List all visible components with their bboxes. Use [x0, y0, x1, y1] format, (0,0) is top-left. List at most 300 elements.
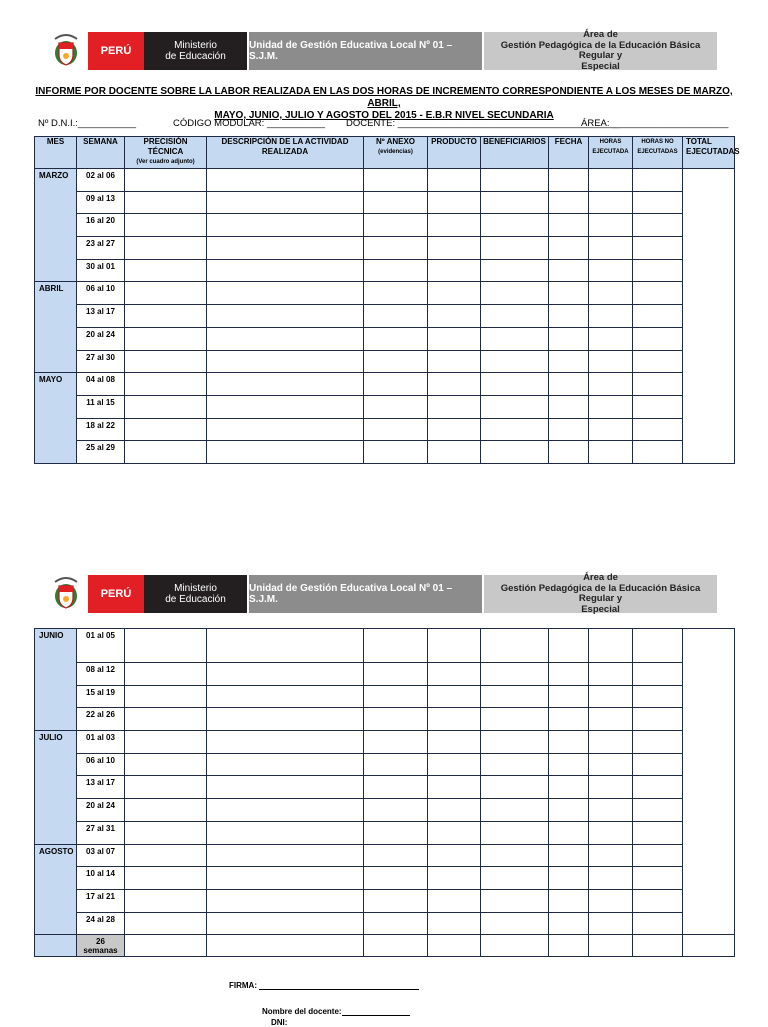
- month-cell: JUNIO: [35, 629, 77, 731]
- entry-cell[interactable]: [364, 305, 428, 328]
- entry-cell[interactable]: [207, 441, 364, 464]
- entry-cell[interactable]: [481, 373, 549, 396]
- entry-cell[interactable]: [589, 350, 633, 373]
- entry-cell[interactable]: [481, 776, 549, 799]
- week-cell: 04 al 08: [77, 373, 125, 396]
- entry-cell[interactable]: [428, 867, 481, 890]
- entry-cell[interactable]: [364, 282, 428, 305]
- entry-cell[interactable]: [481, 889, 549, 912]
- entry-cell[interactable]: [207, 708, 364, 731]
- entry-cell[interactable]: [428, 685, 481, 708]
- entry-cell[interactable]: [589, 708, 633, 731]
- entry-cell[interactable]: [364, 799, 428, 822]
- entry-cell[interactable]: [207, 305, 364, 328]
- col-anexo-note: (evidencias): [378, 149, 413, 155]
- entry-cell[interactable]: [428, 418, 481, 441]
- entry-cell[interactable]: [633, 350, 683, 373]
- entry-cell[interactable]: [207, 259, 364, 282]
- entry-cell[interactable]: [207, 191, 364, 214]
- entry-cell[interactable]: [633, 305, 683, 328]
- entry-cell[interactable]: [481, 282, 549, 305]
- entry-cell[interactable]: [549, 663, 589, 686]
- entry-cell[interactable]: [207, 867, 364, 890]
- entry-cell[interactable]: [481, 685, 549, 708]
- month-cell: AGOSTO: [35, 844, 77, 935]
- entry-cell[interactable]: [364, 935, 428, 957]
- entry-cell[interactable]: [428, 441, 481, 464]
- entry-cell[interactable]: [364, 867, 428, 890]
- entry-cell[interactable]: [125, 935, 207, 957]
- entry-cell[interactable]: [364, 889, 428, 912]
- entry-cell[interactable]: [549, 776, 589, 799]
- col-horas-no-ejecutadas: HORAS NO EJECUTADAS: [633, 137, 683, 169]
- entry-cell[interactable]: [589, 237, 633, 260]
- entry-cell[interactable]: [207, 663, 364, 686]
- week-cell: 08 al 12: [77, 663, 125, 686]
- entry-cell[interactable]: [589, 912, 633, 935]
- entry-cell[interactable]: [428, 237, 481, 260]
- month-cell-empty: [35, 935, 77, 957]
- entry-cell[interactable]: [364, 169, 428, 192]
- entry-cell[interactable]: [364, 327, 428, 350]
- entry-cell[interactable]: [125, 629, 207, 663]
- entry-cell[interactable]: [633, 237, 683, 260]
- col-anexo-label: Nº ANEXO: [375, 137, 416, 146]
- entry-cell[interactable]: [633, 912, 683, 935]
- week-cell: 20 al 24: [77, 799, 125, 822]
- week-cell: 03 al 07: [77, 844, 125, 867]
- col-precision-label: PRECISIÓN TÉCNICA: [143, 137, 188, 156]
- entry-cell[interactable]: [364, 373, 428, 396]
- entry-cell[interactable]: [364, 663, 428, 686]
- col-semana: SEMANA: [77, 137, 125, 169]
- entry-cell[interactable]: [549, 889, 589, 912]
- entry-cell[interactable]: [364, 350, 428, 373]
- entry-cell[interactable]: [589, 169, 633, 192]
- total-cell[interactable]: [683, 629, 735, 935]
- entry-cell[interactable]: [481, 799, 549, 822]
- entry-cell[interactable]: [125, 191, 207, 214]
- entry-cell[interactable]: [428, 708, 481, 731]
- entry-cell[interactable]: [125, 373, 207, 396]
- col-mes: MES: [35, 137, 77, 169]
- entry-cell[interactable]: [549, 259, 589, 282]
- entry-cell[interactable]: [549, 753, 589, 776]
- table-row: [35, 237, 735, 260]
- entry-cell[interactable]: [549, 282, 589, 305]
- entry-cell[interactable]: [125, 305, 207, 328]
- entry-cell[interactable]: [549, 191, 589, 214]
- entry-cell[interactable]: [633, 259, 683, 282]
- entry-cell[interactable]: [481, 327, 549, 350]
- week-cell: 06 al 10: [77, 753, 125, 776]
- entry-cell[interactable]: [207, 799, 364, 822]
- entry-cell[interactable]: [549, 912, 589, 935]
- ugel-label: Unidad de Gestión Educativa Local Nº 01 – S.J.M.: [249, 575, 482, 613]
- entry-cell[interactable]: [481, 441, 549, 464]
- firma-line: [229, 980, 419, 990]
- entry-cell[interactable]: [481, 350, 549, 373]
- entry-cell[interactable]: [549, 169, 589, 192]
- week-cell: 20 al 24: [77, 327, 125, 350]
- entry-cell[interactable]: [633, 282, 683, 305]
- entry-cell[interactable]: [364, 821, 428, 844]
- entry-cell[interactable]: [481, 663, 549, 686]
- entry-cell[interactable]: [207, 731, 364, 754]
- col-total-ejecutadas: TOTAL EJECUTADAS: [683, 137, 735, 169]
- ugel-label: Unidad de Gestión Educativa Local Nº 01 – S.J.M.: [249, 32, 482, 70]
- entry-cell[interactable]: [589, 799, 633, 822]
- entry-cell[interactable]: [589, 663, 633, 686]
- week-cell: 27 al 30: [77, 350, 125, 373]
- entry-cell[interactable]: [207, 327, 364, 350]
- ministry-line1: Ministerio: [174, 40, 217, 51]
- dni-field[interactable]: Nº D.N.I.:___________: [38, 118, 137, 129]
- entry-cell[interactable]: [633, 708, 683, 731]
- peru-label: PERÚ: [88, 575, 144, 613]
- entry-cell[interactable]: [589, 305, 633, 328]
- entry-cell[interactable]: [633, 799, 683, 822]
- table-row: [35, 776, 735, 799]
- entry-cell[interactable]: [207, 844, 364, 867]
- entry-cell[interactable]: [207, 753, 364, 776]
- entry-cell[interactable]: [481, 191, 549, 214]
- entry-cell[interactable]: [428, 214, 481, 237]
- entry-cell[interactable]: [125, 685, 207, 708]
- entry-cell[interactable]: [125, 418, 207, 441]
- entry-cell[interactable]: [633, 169, 683, 192]
- entry-cell[interactable]: [428, 305, 481, 328]
- entry-cell[interactable]: [549, 441, 589, 464]
- entry-cell[interactable]: [364, 685, 428, 708]
- entry-cell[interactable]: [428, 776, 481, 799]
- entry-cell[interactable]: [633, 327, 683, 350]
- ministry-line2: de Educación: [165, 51, 226, 62]
- entry-cell[interactable]: [428, 889, 481, 912]
- entry-cell[interactable]: [125, 708, 207, 731]
- table-row: [35, 191, 735, 214]
- table-row: [35, 889, 735, 912]
- entry-cell[interactable]: [364, 441, 428, 464]
- entry-cell[interactable]: [125, 169, 207, 192]
- entry-cell[interactable]: [481, 305, 549, 328]
- entry-cell[interactable]: [589, 441, 633, 464]
- entry-cell[interactable]: [207, 350, 364, 373]
- ministry-line2: de Educación: [165, 594, 226, 605]
- table-row: [35, 395, 735, 418]
- entry-cell[interactable]: [125, 350, 207, 373]
- entry-cell[interactable]: [364, 214, 428, 237]
- entry-cell[interactable]: [207, 889, 364, 912]
- table-row: [35, 441, 735, 464]
- entry-cell[interactable]: [125, 821, 207, 844]
- entry-cell[interactable]: [481, 867, 549, 890]
- entry-cell[interactable]: [589, 373, 633, 396]
- table-row: [35, 350, 735, 373]
- week-cell: 15 al 19: [77, 685, 125, 708]
- table-row: [35, 418, 735, 441]
- entry-cell[interactable]: [589, 753, 633, 776]
- entry-cell[interactable]: [683, 935, 735, 957]
- table-row: [35, 685, 735, 708]
- entry-cell[interactable]: [125, 237, 207, 260]
- entry-cell[interactable]: [549, 305, 589, 328]
- entry-cell[interactable]: [633, 214, 683, 237]
- table-row: [35, 169, 735, 192]
- entry-cell[interactable]: [364, 629, 428, 663]
- entry-cell[interactable]: [125, 912, 207, 935]
- table-row: [35, 821, 735, 844]
- entry-cell[interactable]: [589, 867, 633, 890]
- entry-cell[interactable]: [549, 418, 589, 441]
- entry-cell[interactable]: [428, 259, 481, 282]
- entry-cell[interactable]: [364, 731, 428, 754]
- entry-cell[interactable]: [428, 799, 481, 822]
- entry-cell[interactable]: [633, 629, 683, 663]
- entry-cell[interactable]: [481, 708, 549, 731]
- entry-cell[interactable]: [125, 663, 207, 686]
- entry-cell[interactable]: [481, 912, 549, 935]
- entry-cell[interactable]: [549, 821, 589, 844]
- entry-cell[interactable]: [428, 821, 481, 844]
- week-cell: 09 al 13: [77, 191, 125, 214]
- entry-cell[interactable]: [364, 912, 428, 935]
- entry-cell[interactable]: [207, 395, 364, 418]
- entry-cell[interactable]: [589, 214, 633, 237]
- entry-cell[interactable]: [589, 395, 633, 418]
- week-cell: 30 al 01: [77, 259, 125, 282]
- entry-cell[interactable]: [481, 935, 549, 957]
- entry-cell[interactable]: [428, 663, 481, 686]
- week-cell: 23 al 27: [77, 237, 125, 260]
- entry-cell[interactable]: [428, 191, 481, 214]
- entry-cell[interactable]: [125, 844, 207, 867]
- dni-label: DNI:: [271, 1018, 288, 1027]
- entry-cell[interactable]: [364, 844, 428, 867]
- entry-cell[interactable]: [125, 731, 207, 754]
- entry-cell[interactable]: [589, 889, 633, 912]
- entry-cell[interactable]: [481, 731, 549, 754]
- nombre-label: Nombre del docente:: [262, 1007, 342, 1016]
- entry-cell[interactable]: [549, 799, 589, 822]
- entry-cell[interactable]: [633, 373, 683, 396]
- week-cell: 13 al 17: [77, 776, 125, 799]
- entry-cell[interactable]: [549, 629, 589, 663]
- entry-cell[interactable]: [633, 935, 683, 957]
- area-field[interactable]: ÁREA: ______________________: [581, 118, 729, 129]
- entry-cell[interactable]: [549, 867, 589, 890]
- entry-cell[interactable]: [549, 214, 589, 237]
- entry-cell[interactable]: [125, 327, 207, 350]
- entry-cell[interactable]: [125, 799, 207, 822]
- col-fecha: FECHA: [549, 137, 589, 169]
- entry-cell[interactable]: [481, 844, 549, 867]
- entry-cell[interactable]: [549, 844, 589, 867]
- entry-cell[interactable]: [125, 441, 207, 464]
- area-label: [484, 572, 717, 615]
- entry-cell[interactable]: [428, 935, 481, 957]
- entry-cell[interactable]: [589, 629, 633, 663]
- peru-label: PERÚ: [88, 32, 144, 70]
- entry-cell[interactable]: [428, 629, 481, 663]
- entry-cell[interactable]: [633, 753, 683, 776]
- entry-cell[interactable]: [207, 685, 364, 708]
- entry-cell[interactable]: [428, 350, 481, 373]
- entry-cell[interactable]: [207, 935, 364, 957]
- entry-cell[interactable]: [428, 753, 481, 776]
- area-line2: Gestión Pedagógica de la Educación Básica Regular y: [500, 582, 701, 604]
- entry-cell[interactable]: [633, 395, 683, 418]
- total-weeks-unit: semanas: [83, 946, 118, 956]
- table-row: [35, 373, 735, 396]
- entry-cell[interactable]: [589, 191, 633, 214]
- entry-cell[interactable]: [633, 889, 683, 912]
- table-row: [35, 305, 735, 328]
- table-row: [35, 753, 735, 776]
- entry-cell[interactable]: [481, 753, 549, 776]
- month-cell: MARZO: [35, 169, 77, 282]
- entry-cell[interactable]: [428, 912, 481, 935]
- entry-cell[interactable]: [549, 237, 589, 260]
- entry-cell[interactable]: [364, 191, 428, 214]
- table-row: [35, 214, 735, 237]
- entry-cell[interactable]: [589, 776, 633, 799]
- entry-cell[interactable]: [207, 418, 364, 441]
- area-line3: Especial: [581, 60, 620, 72]
- dni-signature-line: [271, 1018, 287, 1027]
- total-weeks-row: [35, 935, 735, 957]
- entry-cell[interactable]: [633, 844, 683, 867]
- week-cell: 13 al 17: [77, 305, 125, 328]
- entry-cell[interactable]: [549, 350, 589, 373]
- month-cell: JULIO: [35, 731, 77, 844]
- week-cell: 01 al 03: [77, 731, 125, 754]
- entry-cell[interactable]: [364, 708, 428, 731]
- entry-cell[interactable]: [633, 731, 683, 754]
- entry-cell[interactable]: [428, 373, 481, 396]
- entry-cell[interactable]: [633, 663, 683, 686]
- entry-cell[interactable]: [207, 912, 364, 935]
- entry-cell[interactable]: [428, 169, 481, 192]
- entry-cell[interactable]: [633, 418, 683, 441]
- week-cell: 11 al 15: [77, 395, 125, 418]
- report-table-part1: [34, 136, 740, 464]
- entry-cell[interactable]: [481, 821, 549, 844]
- entry-cell[interactable]: [364, 259, 428, 282]
- entry-cell[interactable]: [589, 685, 633, 708]
- entry-cell[interactable]: [428, 731, 481, 754]
- week-cell: 24 al 28: [77, 912, 125, 935]
- entry-cell[interactable]: [125, 776, 207, 799]
- entry-cell[interactable]: [125, 214, 207, 237]
- entry-cell[interactable]: [589, 935, 633, 957]
- report-table-part2: [34, 628, 735, 957]
- entry-cell[interactable]: [633, 821, 683, 844]
- entry-cell[interactable]: [589, 418, 633, 441]
- entry-cell[interactable]: [633, 191, 683, 214]
- col-descripcion: DESCRIPCIÓN DE LA ACTIVIDAD REALIZADA: [207, 137, 364, 169]
- entry-cell[interactable]: [633, 867, 683, 890]
- entry-cell[interactable]: [125, 282, 207, 305]
- week-cell: 06 al 10: [77, 282, 125, 305]
- entry-cell[interactable]: [364, 395, 428, 418]
- week-cell: 27 al 31: [77, 821, 125, 844]
- entry-cell[interactable]: [125, 259, 207, 282]
- entry-cell[interactable]: [589, 821, 633, 844]
- ministry-line1: Ministerio: [174, 583, 217, 594]
- entry-cell[interactable]: [481, 169, 549, 192]
- entry-cell[interactable]: [549, 327, 589, 350]
- firma-input[interactable]: [259, 980, 419, 990]
- entry-cell[interactable]: [207, 237, 364, 260]
- entry-cell[interactable]: [428, 844, 481, 867]
- entry-cell[interactable]: [428, 282, 481, 305]
- entry-cell[interactable]: [633, 685, 683, 708]
- entry-cell[interactable]: [125, 753, 207, 776]
- codigo-modular-field[interactable]: CÓDIGO MODULAR: ___________: [173, 118, 326, 129]
- docente-field[interactable]: DOCENTE: __________________________________________: [346, 118, 620, 129]
- coat-of-arms-icon: [44, 32, 88, 70]
- entry-cell[interactable]: [125, 395, 207, 418]
- week-cell: 17 al 21: [77, 889, 125, 912]
- entry-cell[interactable]: [207, 629, 364, 663]
- entry-cell[interactable]: [549, 373, 589, 396]
- entry-cell[interactable]: [207, 776, 364, 799]
- entry-cell[interactable]: [549, 685, 589, 708]
- entry-cell[interactable]: [481, 259, 549, 282]
- entry-cell[interactable]: [481, 395, 549, 418]
- col-beneficiarios: BENEFICIARIOS: [481, 137, 549, 169]
- entry-cell[interactable]: [549, 731, 589, 754]
- entry-cell[interactable]: [207, 821, 364, 844]
- entry-cell[interactable]: [589, 259, 633, 282]
- entry-cell[interactable]: [481, 237, 549, 260]
- entry-cell[interactable]: [549, 395, 589, 418]
- total-weeks-cell: [77, 935, 125, 957]
- entry-cell[interactable]: [633, 776, 683, 799]
- firma-label: FIRMA:: [229, 981, 257, 990]
- entry-cell[interactable]: [549, 708, 589, 731]
- entry-cell[interactable]: [207, 214, 364, 237]
- entry-cell[interactable]: [428, 395, 481, 418]
- entry-cell[interactable]: [125, 889, 207, 912]
- entry-cell[interactable]: [207, 282, 364, 305]
- report-title: [34, 86, 734, 122]
- nombre-input[interactable]: [342, 1006, 410, 1016]
- entry-cell[interactable]: [589, 844, 633, 867]
- entry-cell[interactable]: [549, 935, 589, 957]
- entry-cell[interactable]: [364, 237, 428, 260]
- entry-cell[interactable]: [428, 327, 481, 350]
- entry-cell[interactable]: [364, 418, 428, 441]
- nombre-line: [262, 1006, 410, 1016]
- entry-cell[interactable]: [589, 282, 633, 305]
- entry-cell[interactable]: [633, 441, 683, 464]
- entry-cell[interactable]: [207, 373, 364, 396]
- entry-cell[interactable]: [207, 169, 364, 192]
- entry-cell[interactable]: [364, 776, 428, 799]
- total-cell[interactable]: [683, 169, 735, 464]
- col-precision-note: (Ver cuadro adjunto): [136, 159, 195, 165]
- entry-cell[interactable]: [481, 629, 549, 663]
- entry-cell[interactable]: [589, 731, 633, 754]
- entry-cell[interactable]: [125, 867, 207, 890]
- week-cell: 10 al 14: [77, 867, 125, 890]
- entry-cell[interactable]: [481, 418, 549, 441]
- entry-cell[interactable]: [481, 214, 549, 237]
- entry-cell[interactable]: [589, 327, 633, 350]
- entry-cell[interactable]: [364, 753, 428, 776]
